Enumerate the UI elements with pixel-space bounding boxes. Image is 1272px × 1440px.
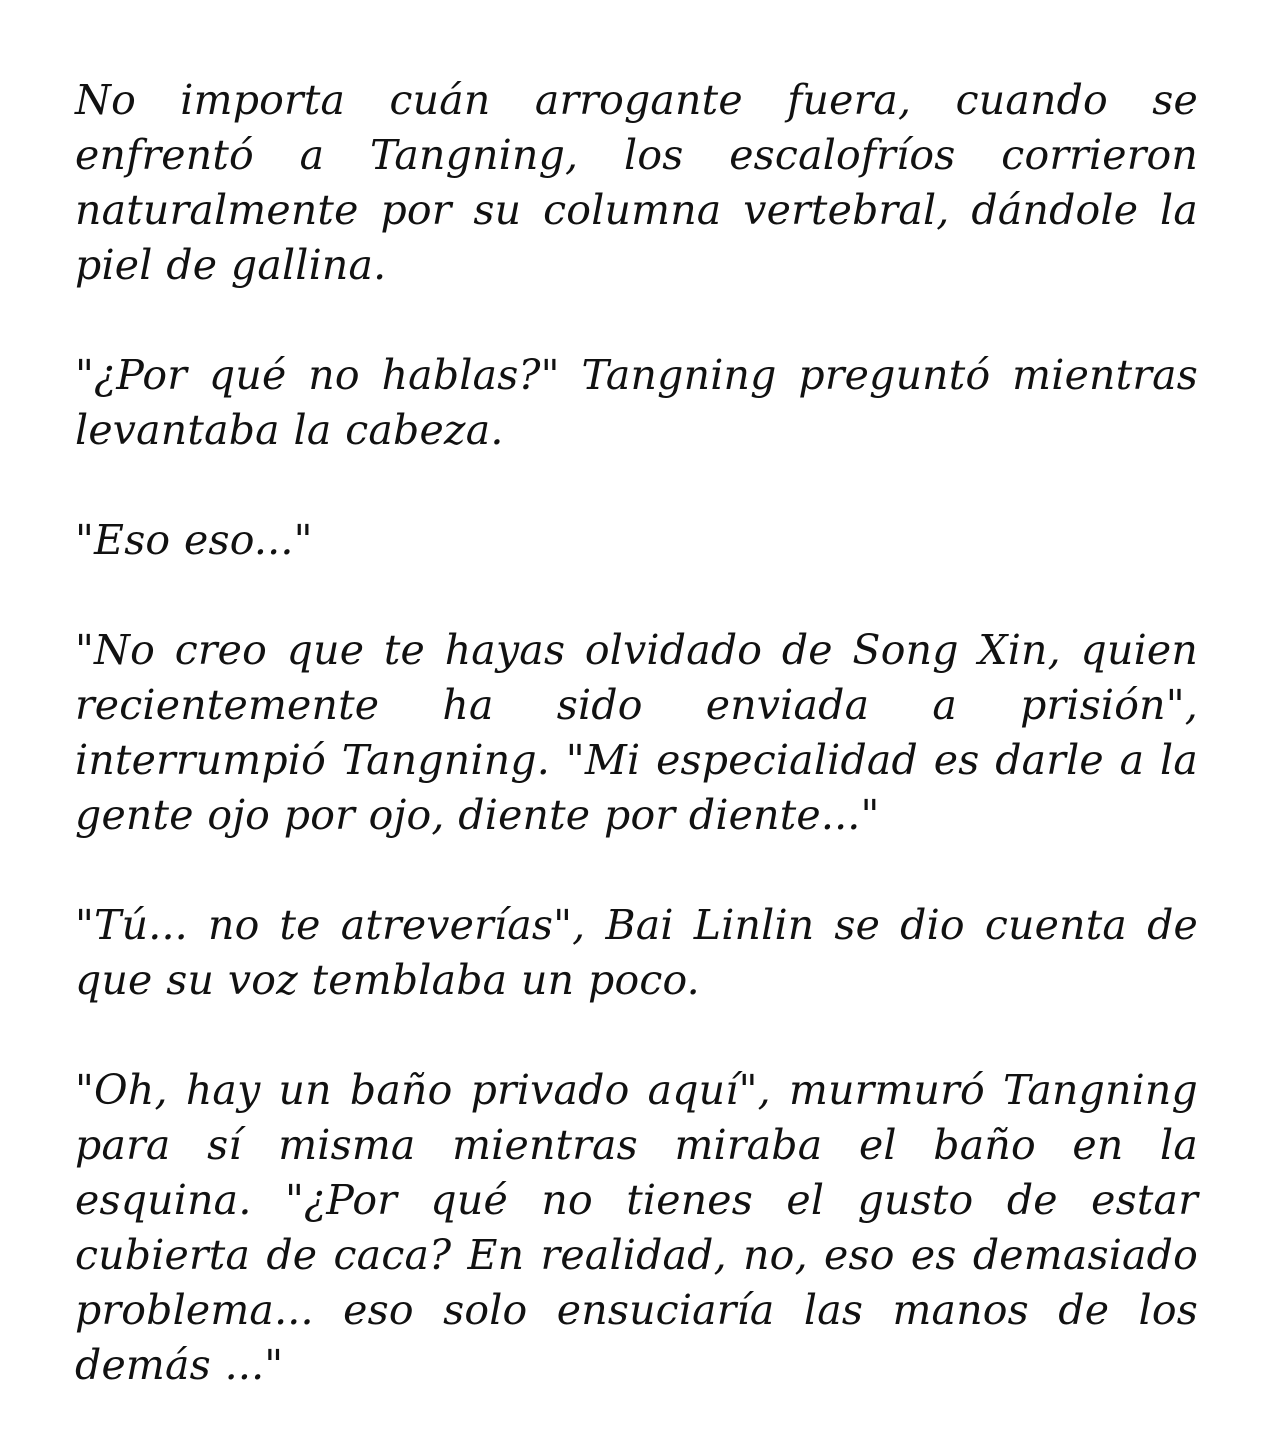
story-text <box>75 73 1198 1393</box>
paragraph-4: "No creo que te hayas olvidado de Song Xin, quien recientemente ha sido enviada a prisión", interrumpió Tangning. "Mi especialidad es darle a la gente ojo por ojo, diente por diente..." <box>75 626 1198 839</box>
paragraph-1: No importa cuán arrogante fuera, cuando se enfrentó a Tangning, los escalofríos corrieron naturalmente por su columna vertebral, dándole la piel de gallina. <box>75 76 1198 289</box>
paragraph-6: "Oh, hay un baño privado aquí", murmuró Tangning para sí misma mientras miraba el baño en la esquina. "¿Por qué no tienes el gusto de estar cubierta de caca? En realidad, no, eso es demasiado problema... eso solo ensuciaría las manos de los demás ..." <box>75 1066 1198 1389</box>
paragraph-3: "Eso eso..." <box>75 516 313 564</box>
paragraph-5: "Tú... no te atreverías", Bai Linlin se dio cuenta de que su voz temblaba un poco. <box>75 901 1198 1004</box>
paragraph-2: "¿Por qué no hablas?" Tangning preguntó mientras levantaba la cabeza. <box>75 351 1198 454</box>
